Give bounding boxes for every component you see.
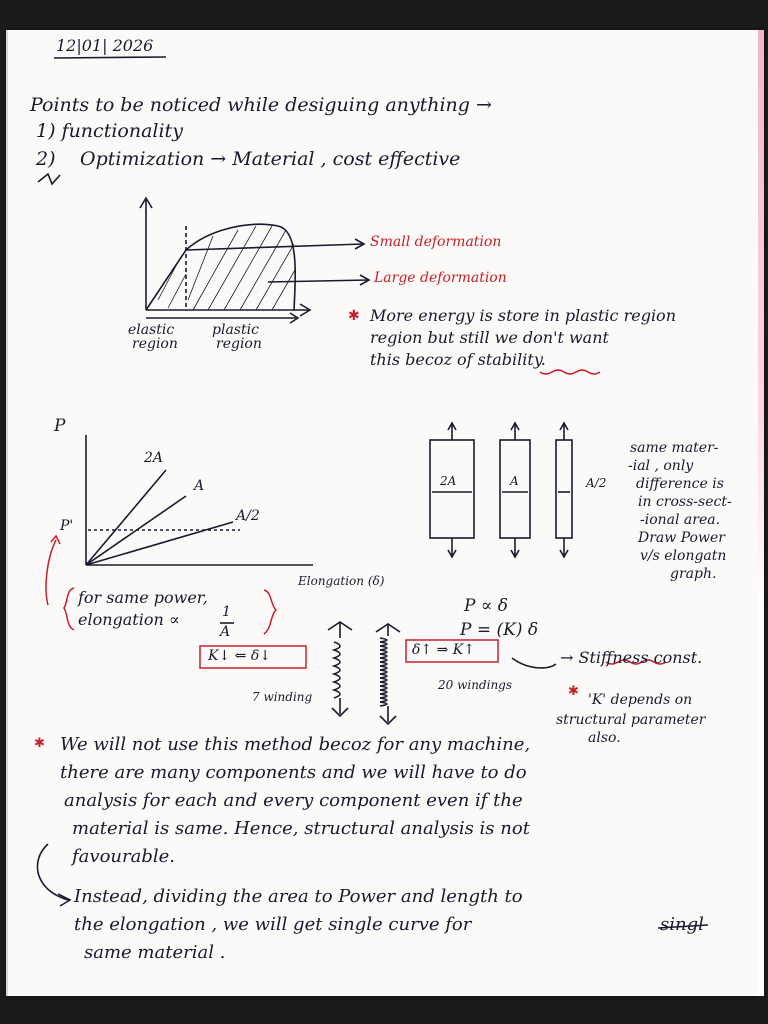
- bar-a2: [556, 440, 572, 538]
- para1-line2: there are many components and we will have to do: [60, 762, 527, 783]
- side-note-5: -ional area.: [640, 512, 721, 528]
- para1-line5: favourable.: [72, 846, 175, 867]
- para2-line2: the elongation , we will get single curve for: [74, 914, 472, 935]
- stress-strain-graph: [140, 198, 369, 323]
- relation-line1: P ∝ δ: [464, 596, 508, 616]
- label-elastic: elastic: [128, 322, 175, 338]
- star-icon: ✱: [348, 308, 360, 324]
- g1-curve: [146, 224, 295, 310]
- spring-20-label: 20 windings: [438, 678, 513, 692]
- g2-label-a: A: [194, 478, 205, 494]
- side-note-4: in cross-sect-: [638, 494, 732, 510]
- star-icon-2: ✱: [568, 684, 579, 699]
- k-note-1: 'K' depends on: [588, 692, 693, 708]
- g1-hatching: [158, 226, 295, 310]
- bar-2a: [430, 440, 474, 538]
- notebook-page: [6, 30, 764, 996]
- para1-line3: analysis for each and every component even if the: [64, 790, 523, 811]
- scribble: [38, 174, 60, 184]
- bar-2a-label: 2A: [440, 474, 457, 488]
- spring-20: [376, 624, 400, 724]
- box-right-text: δ↑ ⇒ K↑: [412, 642, 475, 658]
- g2-x-label: Elongation (δ): [298, 574, 385, 588]
- bracket-right: [264, 590, 276, 634]
- fraction-numerator: 1: [222, 604, 231, 620]
- fraction-denominator: A: [220, 624, 231, 640]
- label-plastic: plastic: [212, 322, 259, 338]
- side-note-3: difference is: [636, 476, 724, 492]
- g2-p-label: P: [54, 416, 66, 436]
- label-small-deformation: Small deformation: [370, 234, 502, 250]
- struck-word: singl: [660, 914, 704, 935]
- label-elastic-region: region: [132, 336, 178, 352]
- side-note-1: same mater-: [630, 440, 719, 456]
- star-icon-3: ✱: [34, 736, 45, 751]
- k-note-3: also.: [588, 730, 621, 746]
- date: 12|01| 2026: [56, 36, 154, 55]
- g1-arrow-small: [186, 244, 363, 250]
- g2-label-2a: 2A: [144, 450, 164, 466]
- note1-line2: region but still we don't want: [370, 328, 609, 347]
- para2-line3: same material .: [84, 942, 226, 963]
- label-large-deformation: Large deformation: [374, 270, 507, 286]
- stiffness-label: → Stiffness const.: [560, 648, 703, 667]
- side-note-7: v/s elongatn: [640, 548, 727, 564]
- note1-line1: More energy is store in plastic region: [370, 306, 676, 325]
- label-plastic-region: region: [216, 336, 262, 352]
- side-note-2: -ial , only: [628, 458, 694, 474]
- side-note-8: graph.: [670, 566, 717, 582]
- g2-line-a2: [86, 522, 233, 565]
- bracket-line2: elongation ∝: [78, 610, 180, 629]
- g2-p-prime-label: P': [60, 518, 74, 534]
- stiffness-arrow: [512, 658, 556, 668]
- instead-arrow: [37, 844, 68, 900]
- spring-7: [328, 622, 352, 716]
- relation-line2: P = (K) δ: [460, 620, 539, 640]
- item-functionality: 1) functionality: [36, 120, 183, 142]
- item-optimization: Optimization → Material , cost effective: [80, 148, 461, 170]
- g2-label-a2: A/2: [236, 508, 260, 524]
- para2-line1: Instead, dividing the area to Power and length to: [74, 886, 523, 907]
- k-note-2: structural parameter: [556, 712, 706, 728]
- date-underline: [54, 57, 166, 58]
- g2-red-arrow: [46, 540, 56, 605]
- box-left-text: K↓ ⇐ δ↓: [208, 648, 271, 664]
- side-note-6: Draw Power: [638, 530, 725, 546]
- bracket-left: [64, 588, 74, 630]
- bar-a-label: A: [510, 474, 519, 488]
- heading: Points to be noticed while desiguing anything →: [30, 94, 492, 116]
- g1-arrow-large: [268, 280, 368, 282]
- bar-a2-label: A/2: [586, 476, 607, 490]
- bar-a: [500, 440, 530, 538]
- para1-line4: material is same. Hence, structural analysis is not: [72, 818, 530, 839]
- power-elongation-graph: [46, 435, 313, 605]
- stability-underline: [540, 370, 600, 374]
- note1-line3: this becoz of stability.: [370, 350, 546, 369]
- item-number-2: 2): [36, 148, 56, 170]
- spring-7-label: 7 winding: [252, 690, 313, 704]
- bracket-line1: for same power,: [78, 588, 208, 607]
- bars-diagram: [430, 423, 572, 557]
- para1-line1: We will not use this method becoz for any machine,: [60, 734, 531, 755]
